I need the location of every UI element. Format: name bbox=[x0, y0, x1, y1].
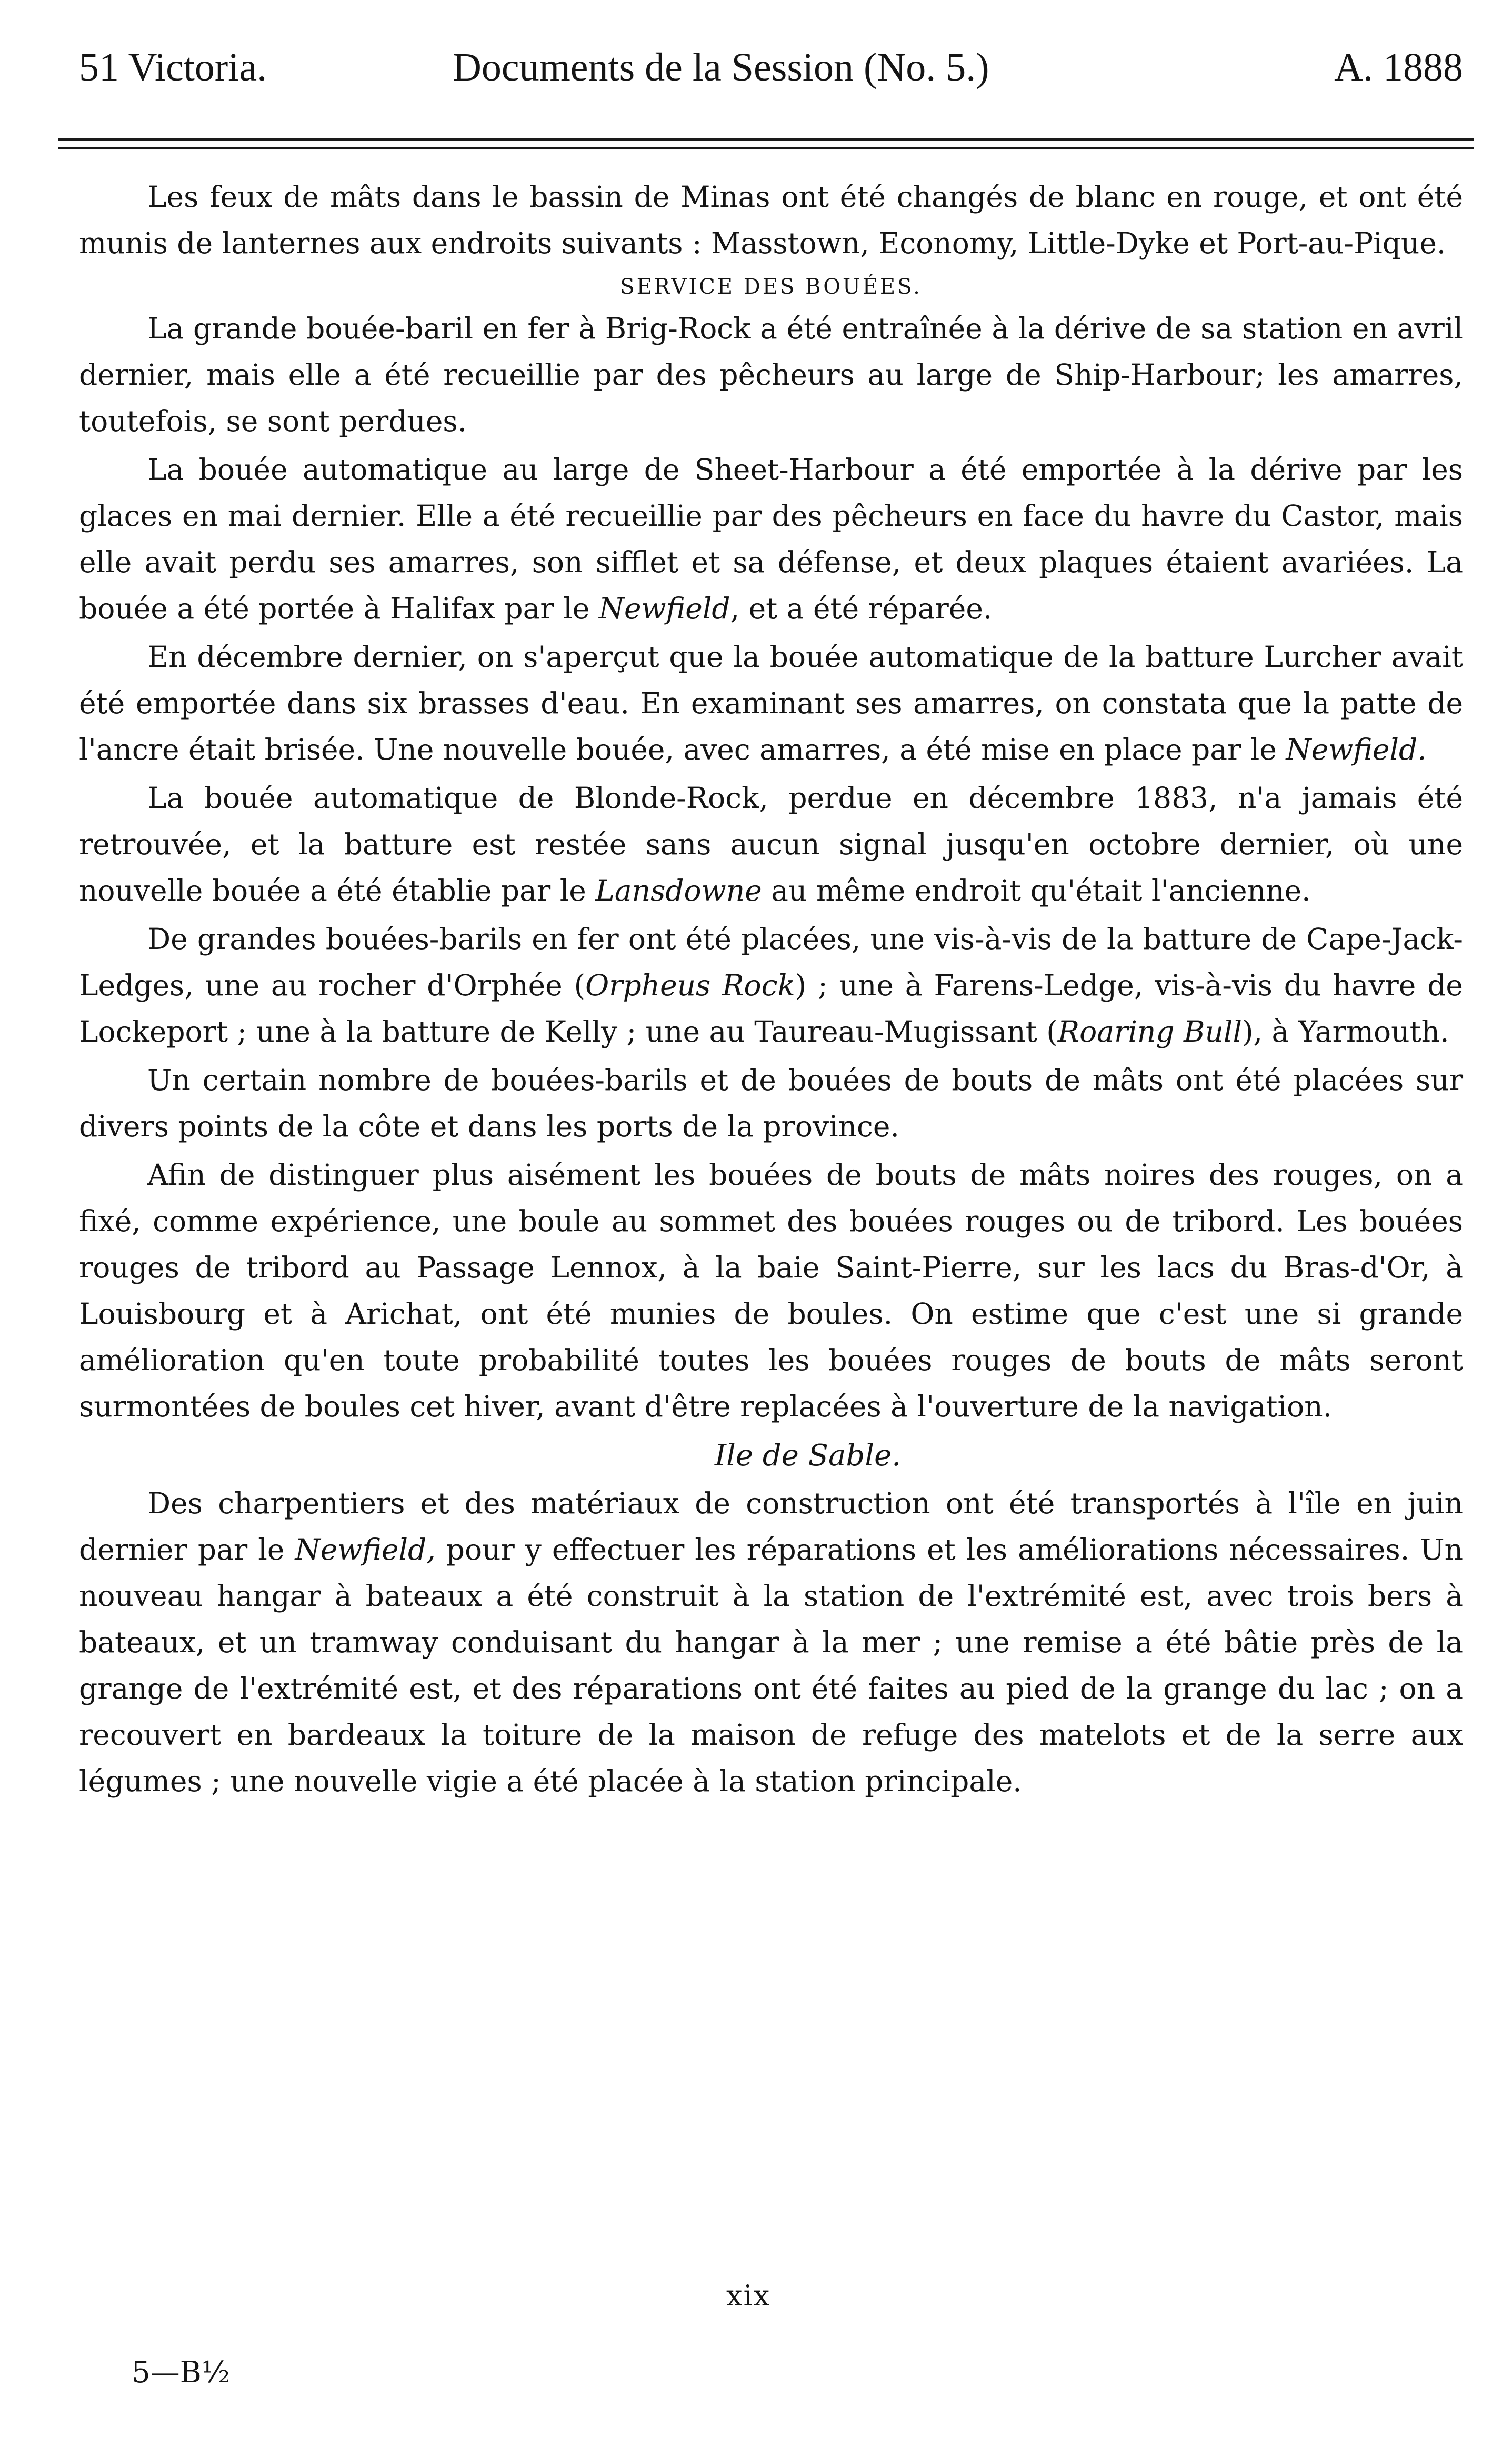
paragraph-text: pour y effectuer les réparations et les améliorations nécessaires. Un nouveau hangar à bateaux a été construit à la station de l'extrémité est, avec trois bers à bateaux, et un tramway conduisant du hangar à la mer ; une remise a été bâtie près de la grange de l'extrémité est, et des réparations ont été faites au pied de la grange du lac ; on a recouvert en bardeaux la toiture de la maison de refuge des matelots et de la serre aux légumes ; une nouvelle vigie a été placée à la station principale. bbox=[79, 1533, 1464, 1798]
place-name: Roaring Bull bbox=[1057, 1015, 1243, 1048]
signature-mark: 5—B½ bbox=[132, 2355, 231, 2390]
page-number: xix bbox=[726, 2279, 771, 2312]
paragraph-blonde-rock bbox=[79, 775, 1463, 914]
paragraph-sheet-harbour bbox=[79, 446, 1463, 632]
page-header bbox=[79, 45, 1463, 103]
paragraph-spar-buoys: Un certain nombre de bouées-barils et de bouées de bouts de mâts ont été placées sur divers points de la côte et dans les ports de la province. bbox=[79, 1063, 1463, 1143]
paragraph-text: La bouée automatique au large de Sheet-Harbour a été emportée à la dérive par les glaces en mai dernier. Elle a été recueillie par des pêcheurs en face du havre du Castor, mais elle avait perdu ses amarres, son sifflet et sa défense, et deux plaques étaient avariées. La bouée a été portée à Halifax par le bbox=[79, 453, 1463, 625]
paragraph-text: ) ; une à Farens-Ledge, vis-à-vis du havre de Lockeport ; une à la batture de Kelly ; une au Taureau-Mugissant ( bbox=[79, 968, 1463, 1048]
paragraph-text: De grandes bouées-barils en fer ont été placées, une vis-à-vis de la batture de Cape-Jack-Ledges, une au rocher d'Orphée ( bbox=[79, 922, 1463, 1002]
ship-name: Newfield. bbox=[1286, 733, 1427, 766]
paragraph-text: au même endroit qu'était l'ancienne. bbox=[762, 874, 1311, 907]
header-year: A. 1888 bbox=[1334, 45, 1463, 89]
paragraph-mast-lights: Les feux de mâts dans le bassin de Minas ont été changés de blanc en rouge, et ont été munis de lanternes aux endroits suivants : Masstown, Economy, Little-Dyke et Port-au-Pique. bbox=[79, 180, 1463, 260]
paragraph-text: , et a été réparée. bbox=[730, 592, 993, 625]
section-heading-buoys: SERVICE DES BOUÉES. bbox=[620, 275, 922, 299]
header-title: Documents de la Session (No. 5.) bbox=[453, 45, 989, 89]
paragraph-text: ), à Yarmouth. bbox=[1242, 1015, 1449, 1048]
header-rule-thin bbox=[58, 147, 1474, 149]
ship-name: Newfield, bbox=[295, 1533, 436, 1566]
ship-name: Newfield bbox=[598, 592, 730, 625]
paragraph-sable-island bbox=[79, 1480, 1463, 1804]
paragraph-barrel-buoys bbox=[79, 916, 1463, 1055]
paragraph-lurcher bbox=[79, 634, 1463, 773]
paragraph-brig-rock: La grande bouée-baril en fer à Brig-Rock a été entraînée à la dérive de sa station en avril dernier, mais elle a été recueillie par des pêcheurs au large de Ship-Harbour; les amarres, toutefois, se sont perdues. bbox=[79, 312, 1463, 438]
paragraph-red-buoys: Afin de distinguer plus aisément les bouées de bouts de mâts noires des rouges, on a fixé, comme expérience, une boule au sommet des bouées rouges ou de tribord. Les bouées rouges de tribord au Passage Lennox, à la baie Saint-Pierre, sur les lacs du Bras-d'Or, à Louisbourg et à Arichat, ont été munies de boules. On estime que c'est une si grande amélioration qu'en toute probabilité toutes les bouées rouges de bouts de mâts seront surmontées de boules cet hiver, avant d'être replacées à l'ouverture de la navigation. bbox=[79, 1158, 1463, 1423]
section-heading-sable-island: Ile de Sable. bbox=[714, 1439, 902, 1473]
paragraph-text: Des charpentiers et des matériaux de construction ont été transportés à l'île en juin dernier par le bbox=[79, 1486, 1463, 1566]
paragraph-text: En décembre dernier, on s'aperçut que la bouée automatique de la batture Lurcher avait été emportée dans six brasses d'eau. En examinant ses amarres, on constata que la patte de l'ancre était brisée. Une nouvelle bouée, avec amarres, a été mise en place par le bbox=[79, 640, 1463, 766]
paragraph-text: La bouée automatique de Blonde-Rock, perdue en décembre 1883, n'a jamais été retrouvée, et la batture est restée sans aucun signal jusqu'en octobre dernier, où une nouvelle bouée a été établie par le bbox=[79, 781, 1463, 907]
place-name: Orpheus Rock bbox=[585, 968, 795, 1002]
ship-name: Lansdowne bbox=[595, 874, 762, 907]
body-text bbox=[79, 174, 1463, 1806]
header-volume: 51 Victoria. bbox=[79, 45, 267, 89]
header-rule-thick bbox=[58, 138, 1474, 141]
